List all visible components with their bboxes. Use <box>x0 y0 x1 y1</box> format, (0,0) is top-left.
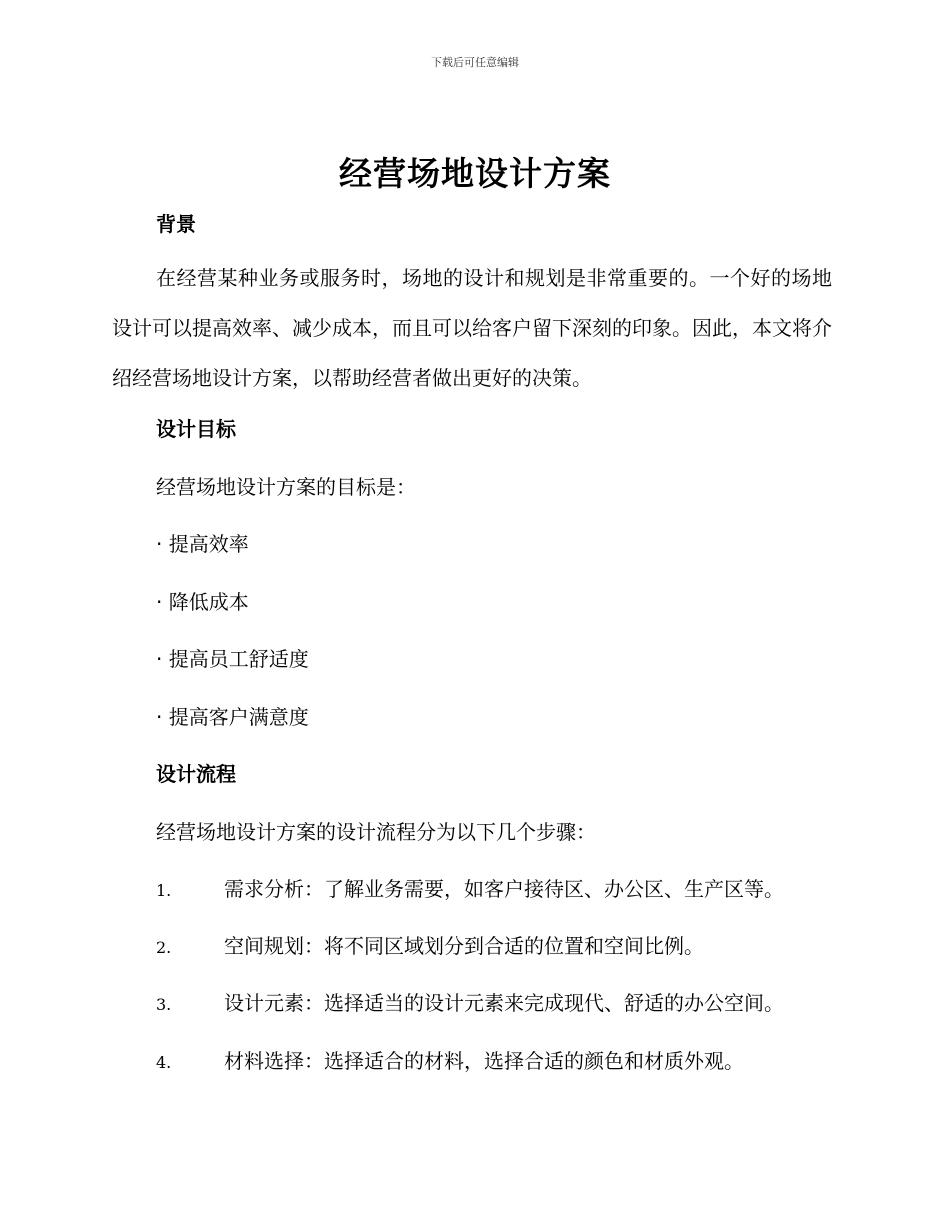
step-number: 2. <box>156 938 172 957</box>
process-step <box>156 873 784 902</box>
goal-item: · 提高客户满意度 <box>156 705 309 729</box>
goal-item: · 提高效率 <box>156 532 249 556</box>
document-title: 经营场地设计方案 <box>339 154 611 193</box>
header-note: 下载后可任意编辑 <box>431 56 519 69</box>
step-number: 3. <box>156 995 172 1014</box>
process-step <box>156 1045 744 1074</box>
step-number: 1. <box>156 881 172 900</box>
process-intro: 经营场地设计方案的设计流程分为以下几个步骤： <box>156 820 596 844</box>
step-text: 需求分析：了解业务需要，如客户接待区、办公区、生产区等。 <box>224 877 784 901</box>
goal-item: · 提高员工舒适度 <box>156 647 309 671</box>
section-heading-process: 设计流程 <box>156 762 236 786</box>
goal-item: · 降低成本 <box>156 590 249 614</box>
section-heading-goals: 设计目标 <box>156 417 236 441</box>
step-text: 空间规划：将不同区域划分到合适的位置和空间比例。 <box>224 934 704 958</box>
process-step <box>156 987 784 1016</box>
goals-intro: 经营场地设计方案的目标是： <box>156 475 416 499</box>
step-number: 4. <box>156 1053 172 1072</box>
section-heading-background: 背景 <box>156 212 196 236</box>
process-step <box>156 930 704 959</box>
background-paragraph: 在经营某种业务或服务时，场地的设计和规划是非常重要的。一个好的场地设计可以提高效率、减少成本，而且可以给客户留下深刻的印象。因此，本文将介绍经营场地设计方案，以帮助经营者做出更好的决策。 <box>112 266 832 390</box>
step-text: 设计元素：选择适当的设计元素来完成现代、舒适的办公空间。 <box>224 991 784 1015</box>
step-text: 材料选择：选择适合的材料，选择合适的颜色和材质外观。 <box>224 1049 744 1073</box>
